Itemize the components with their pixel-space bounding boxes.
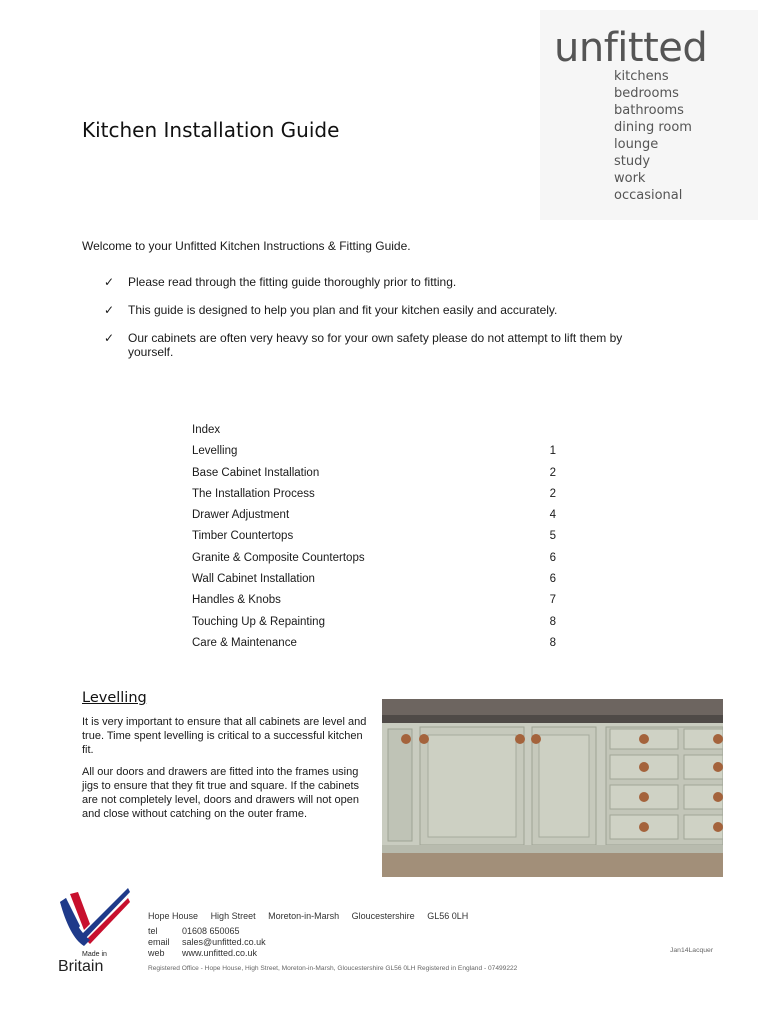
logo-category: work — [614, 171, 646, 186]
document-reference: Jan14Lacquer — [670, 947, 714, 954]
contact-row — [148, 926, 266, 937]
index-page: 2 — [549, 466, 556, 479]
bullet-item — [104, 275, 644, 289]
contact-value: 01608 650065 — [182, 926, 240, 936]
contact-key: tel — [148, 926, 158, 936]
made-in-text: Made in — [82, 951, 107, 958]
index-page: 6 — [549, 551, 556, 564]
index-label: Touching Up & Repainting — [192, 615, 325, 628]
index-title: Index — [192, 424, 221, 436]
index-label: Wall Cabinet Installation — [192, 573, 315, 586]
index-table — [192, 423, 556, 657]
logo-category-list — [614, 68, 692, 204]
contact-key: email — [148, 937, 170, 947]
contact-row — [148, 937, 266, 948]
index-page: 5 — [549, 530, 556, 543]
index-row — [192, 487, 556, 508]
email-link[interactable]: sales@unfitted.co.uk — [182, 937, 266, 947]
website-link[interactable]: www.unfitted.co.uk — [182, 948, 258, 958]
index-page: 2 — [549, 487, 556, 500]
index-label: Care & Maintenance — [192, 636, 297, 649]
index-page: 8 — [549, 636, 556, 649]
address-part: GL56 0LH — [427, 911, 469, 921]
footer-contacts — [148, 926, 266, 959]
logo-category: bathrooms — [614, 103, 684, 118]
index-row — [192, 551, 556, 572]
britain-text: Britain — [58, 958, 104, 974]
address-part: Gloucestershire — [351, 911, 415, 921]
index-label: Handles & Knobs — [192, 594, 281, 607]
index-row — [192, 572, 556, 593]
index-page: 7 — [549, 594, 556, 607]
contact-row — [148, 948, 266, 959]
index-row — [192, 615, 556, 636]
index-label: Timber Countertops — [192, 530, 294, 543]
index-label: The Installation Process — [192, 487, 315, 500]
footer-address — [148, 911, 478, 921]
page-title: Kitchen Installation Guide — [82, 118, 340, 142]
logo-category: kitchens — [614, 69, 669, 84]
address-part: Hope House — [148, 911, 199, 921]
logo-category: dining room — [614, 120, 692, 135]
bullet-text: This guide is designed to help you plan and fit your kitchen easily and accurately. — [128, 303, 558, 317]
bullet-item — [104, 331, 644, 359]
index-row — [192, 444, 556, 465]
index-row — [192, 593, 556, 614]
made-in-britain-logo — [56, 884, 132, 974]
check-mark-icon: ✓ — [104, 303, 115, 317]
index-label: Granite & Composite Countertops — [192, 551, 365, 564]
registered-office-text: Registered Office - Hope House, High Street, Moreton-in-Marsh, Gloucestershire GL56 0LH Registered in England - 07499222 — [148, 965, 518, 972]
index-label: Drawer Adjustment — [192, 509, 290, 522]
index-label: Levelling — [192, 445, 238, 458]
address-part: High Street — [210, 911, 256, 921]
logo-category: occasional — [614, 188, 683, 203]
index-row — [192, 529, 556, 550]
brand-logo: unfitted — [554, 25, 708, 71]
levelling-heading: Levelling — [82, 690, 147, 706]
contact-key: web — [148, 948, 165, 958]
index-label: Base Cabinet Installation — [192, 466, 320, 479]
logo-category: bedrooms — [614, 86, 679, 101]
index-page: 6 — [549, 573, 556, 586]
logo-panel — [540, 10, 758, 220]
index-row — [192, 636, 556, 657]
logo-category: lounge — [614, 137, 659, 152]
intro-bullet-list — [104, 275, 644, 373]
levelling-paragraph: All our doors and drawers are fitted into the frames using jigs to ensure that they fit true and square. If the cabinets are not completely level, doors and drawers will not open and close without catching on the outer frame. — [82, 766, 359, 820]
levelling-paragraph: It is very important to ensure that all cabinets are level and true. Time spent levelling is critical to a successful kitchen fit. — [82, 716, 367, 756]
check-mark-icon: ✓ — [104, 331, 115, 345]
welcome-text: Welcome to your Unfitted Kitchen Instructions & Fitting Guide. — [82, 239, 411, 253]
address-part: Moreton-in-Marsh — [268, 911, 340, 921]
index-page: 8 — [549, 615, 556, 628]
check-mark-icon: ✓ — [104, 275, 115, 289]
index-page: 1 — [549, 445, 556, 458]
logo-category: study — [614, 154, 651, 169]
index-row — [192, 508, 556, 529]
index-page: 4 — [549, 509, 556, 522]
index-row — [192, 466, 556, 487]
bullet-item — [104, 303, 644, 317]
kitchen-cabinets-photo — [382, 699, 723, 877]
bullet-text: Our cabinets are often very heavy so for your own safety please do not attempt to lift them by yourself. — [128, 331, 623, 359]
bullet-text: Please read through the fitting guide thoroughly prior to fitting. — [128, 275, 457, 289]
